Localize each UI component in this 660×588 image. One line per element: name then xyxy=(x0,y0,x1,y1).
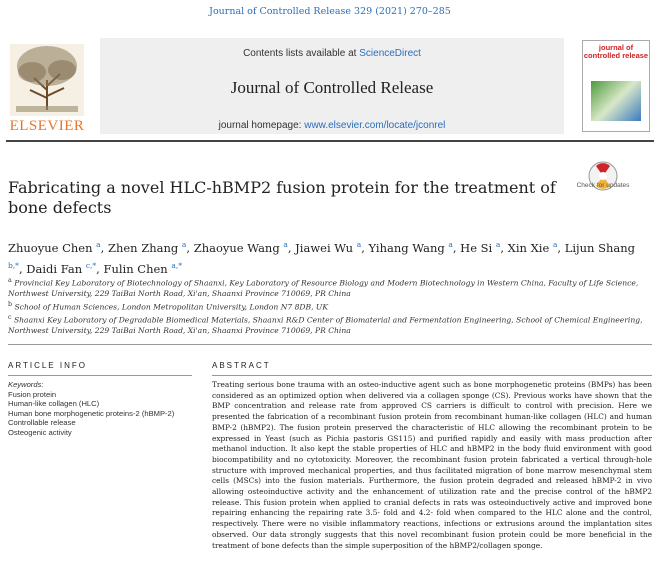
journal-title[interactable]: Journal of Controlled Release xyxy=(230,78,434,97)
cover-image xyxy=(591,81,641,121)
cover-brand-text: journal of controlled release xyxy=(583,43,649,60)
author[interactable]: Yihang Wang $^a$, xyxy=(368,240,461,255)
keyword: Fusion protein xyxy=(8,389,57,399)
publisher-name: ELSEVIER xyxy=(9,118,85,134)
author[interactable]: Lijun Shang $^{b,*}$, xyxy=(8,240,635,276)
journal-info-box xyxy=(100,38,564,134)
affiliation: $^a$ Provincial Key Laboratory of Biotechnology of Shaanxi, Key Laboratory of Resource Biology and Modern Biotechnology in Western China, Faculty of Life Science, Northwest University, 229 TaiBai North Road, Xi'an, Shaanxi Province 710069, PR China xyxy=(8,277,639,299)
author[interactable]: Fulin Chen $^{a,*}$ xyxy=(103,260,182,276)
homepage-line xyxy=(100,120,564,131)
sciencedirect-link[interactable]: ScienceDirect xyxy=(359,48,421,59)
affiliations xyxy=(8,276,648,337)
journal-masthead xyxy=(6,34,654,142)
keyword: Controllable release xyxy=(8,418,76,428)
affiliation: $^c$ Shaanxi Key Laboratory of Degradable Biomedical Materials, Shaanxi R&D Center of Biomaterial and Fermentation Engineering, School of Chemical Engineering, Northwest University, 229 TaiBai North Road, Xi'an, Shaanxi Province 710069, PR China xyxy=(8,313,643,335)
keyword: Human bone morphogenetic proteins-2 (hBMP-2) xyxy=(8,408,175,418)
abstract-heading: ABSTRACT xyxy=(212,361,271,370)
journal-citation[interactable]: Journal of Controlled Release 329 (2021) 270–285 xyxy=(209,6,451,17)
homepage-link[interactable]: www.elsevier.com/locate/jconrel xyxy=(304,120,446,131)
author[interactable]: Zhuoyue Chen $^a$, xyxy=(8,240,108,255)
abstract-text: Treating serious bone trauma with an osteo-inductive agent such as bone morphogenetic proteins (BMPs) has been considered as an optimized option when delivered via a collagen sponge (CS). Previous works have shown that the BMP concentration and release rate from approved CS carriers is difficult to control with precision. Here we presented the fabrication of a recombinant fusion protein from recombinant human-like collagen (HLC) and human BMP-2 (hBMP2). The fusion protein preserved the characteristic of HLC allowing the recombinant protein to be expressed in Yeast (such as Pichia pastoris GS115) and purified rapidly and easily with mass production after methanol induction. It also kept the stable properties of HLC and hBMP2 in the body fluid environment with good biocompatibility and no cytotoxicity. Moreover, the recombinant fusion protein fabricated a vertical through-hole structure with improved mechanical properties, and thus facilitated migration of bone marrow mesenchymal stem cells (MSCs) into the fusion materials. Furthermore, the fusion protein degraded and released hBMP-2 in vivo allowing osteoinductive activity and the enhancement of utilization rate and the precise control of the hBMP2 release. This fusion protein when applied to cranial defects in rats was osteoinductively active and improved bone repairing enhancing the repairing rate 3.5- fold and 4.2- fold when compared to the HLC alone and the control, respectively. There were no visible inflammatory reactions, infections or extrusions around the implantation sites observed. Our data strongly suggests that this novel recombinant fusion protein could be more beneficial in the treatment of bone defects than the simple superposition of the hBMP2/collagen sponge. xyxy=(212,380,652,550)
journal-cover-thumbnail[interactable] xyxy=(582,40,650,132)
keywords-block xyxy=(8,380,192,438)
author[interactable]: Xin Xie $^a$, xyxy=(507,240,565,255)
author[interactable]: Daidi Fan $^{c,*}$, xyxy=(26,260,104,276)
article-info-heading: ARTICLE INFO xyxy=(8,361,87,370)
author[interactable]: Zhaoyue Wang $^a$, xyxy=(193,240,296,255)
abstract-rule xyxy=(212,375,652,376)
author-list xyxy=(8,236,648,278)
contents-prefix: Contents lists available at xyxy=(243,48,360,59)
check-for-updates-label[interactable]: Check for updates xyxy=(576,182,630,189)
author[interactable]: He Si $^a$, xyxy=(460,240,508,255)
article-title: Fabricating a novel HLC-hBMP2 fusion protein for the treatment of bone defects xyxy=(8,178,556,217)
keyword: Osteogenic activity xyxy=(8,427,72,437)
keyword: Human-like collagen (HLC) xyxy=(8,399,100,409)
homepage-prefix: journal homepage: xyxy=(218,120,305,131)
contents-line xyxy=(100,48,564,59)
author[interactable]: Zhen Zhang $^a$, xyxy=(107,240,194,255)
author[interactable]: Jiawei Wu $^a$, xyxy=(295,240,369,255)
affiliation: $^b$ School of Human Sciences, London Metropolitan University, London N7 8DB, UK xyxy=(8,300,328,312)
section-divider xyxy=(8,344,652,345)
article-info-rule xyxy=(8,375,192,376)
keywords-label: Keywords: xyxy=(8,380,44,389)
